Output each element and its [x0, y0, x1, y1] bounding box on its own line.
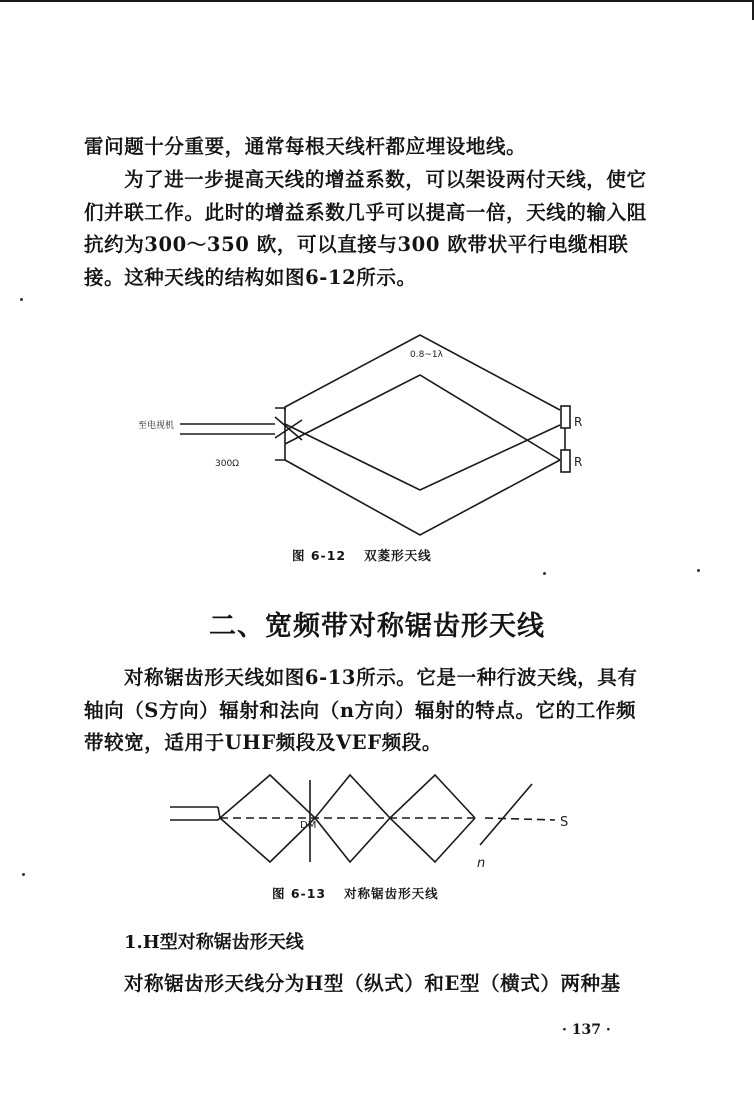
paragraph-2: 为了进一步提高天线的增益系数，可以架设两付天线，使它们并联工作。此时的增益系数几乎可以提高一倍，天线的输入阻抗约为300～350 欧，可以直接与300 欧带状平行电缆相联接。这种天线的结构如图6-12所示。 — [84, 168, 647, 289]
page-number: · 137 · — [562, 1022, 611, 1038]
paragraph-4: 对称锯齿形天线分为H型（纵式）和E型（横式）两种基 — [124, 972, 621, 995]
top-border — [0, 0, 754, 2]
label-r1: R — [574, 415, 583, 429]
rhombus1-bottom — [285, 424, 560, 490]
label-to-tv: 至电视机 — [138, 421, 175, 431]
scan-speck — [543, 572, 546, 575]
figure-6-13-diagram — [160, 770, 600, 880]
zigzag-upper — [218, 775, 475, 818]
scan-speck — [22, 873, 25, 876]
label-s: S — [560, 815, 569, 830]
zigzag-lower — [218, 818, 475, 862]
caption-number: 图 6-13 — [272, 886, 327, 901]
paragraph-1: 雷问题十分重要，通常每根天线杆都应埋设地线。 — [84, 135, 527, 158]
paragraph-3: 对称锯齿形天线如图6-13所示。它是一种行波天线，具有轴向（S方向）辐射和法向（n方向）辐射的特点。它的工作频带较宽，适用于UHF频段及VEF频段。 — [84, 666, 638, 754]
figure-6-12-caption — [292, 546, 432, 564]
label-300ohm: 300Ω — [215, 459, 240, 469]
figure-6-13-caption — [272, 884, 439, 902]
label-dm: DM — [300, 820, 317, 831]
label-n: n — [477, 856, 486, 871]
resistor-2 — [561, 450, 570, 472]
figure-6-12-diagram — [120, 320, 600, 540]
scan-speck — [697, 569, 700, 572]
rhombus1-top — [285, 335, 560, 410]
label-length: 0.8~1λ — [410, 350, 443, 360]
resistor-1 — [561, 406, 570, 428]
caption-title: 对称锯齿形天线 — [344, 886, 439, 901]
subheading: 1.H型对称锯齿形天线 — [124, 932, 304, 953]
rhombus2-bottom — [285, 460, 560, 535]
cross-b — [275, 420, 302, 438]
label-r2: R — [574, 455, 583, 469]
caption-title: 双菱形天线 — [364, 548, 432, 563]
scan-speck — [20, 298, 23, 301]
caption-number: 图 6-12 — [292, 548, 347, 563]
section-heading: 二、宽频带对称锯齿形天线 — [209, 611, 545, 642]
